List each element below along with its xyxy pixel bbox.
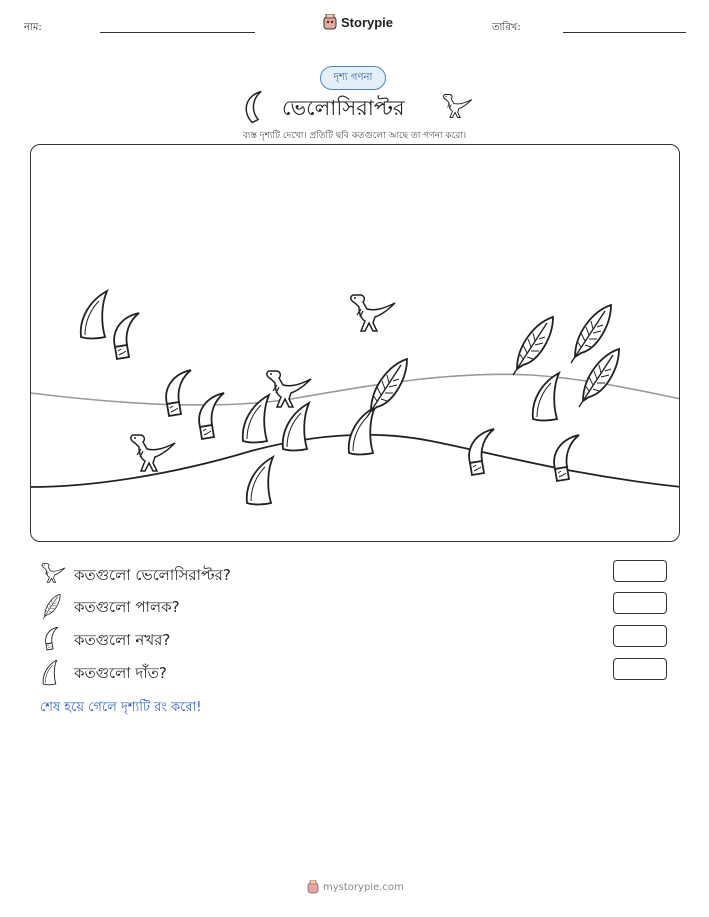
question-text: কতগুলো নখর? [74, 631, 171, 649]
counting-scene [30, 144, 680, 542]
website-url[interactable]: mystorypie.com [323, 881, 404, 893]
claw-icon [40, 627, 62, 651]
feather-icon [579, 349, 619, 407]
answer-box-claw[interactable] [613, 625, 667, 647]
question-text: কতগুলো পালক? [74, 598, 180, 616]
storypie-mascot-icon [307, 880, 319, 894]
answer-box-tooth[interactable] [613, 658, 667, 680]
question-velociraptor [40, 562, 670, 586]
velociraptor-icon [40, 562, 66, 584]
question-text: কতগুলো দাঁত? [74, 664, 167, 682]
velociraptor-icon [131, 435, 175, 471]
feather-icon [40, 594, 64, 620]
claw-icon [240, 90, 266, 124]
question-feather [40, 594, 670, 618]
color-instruction: শেষ হয়ে গেলে দৃশ্যটি রং করো! [40, 700, 202, 715]
claw-icon [469, 429, 494, 475]
brand-logo [323, 14, 393, 30]
tooth-icon [243, 395, 269, 443]
tooth-icon [247, 457, 273, 505]
tooth-icon [40, 660, 60, 686]
claw-icon [166, 370, 191, 416]
activity-badge: দৃশ্য গণনা [320, 66, 386, 90]
name-label: নাম: [24, 22, 42, 33]
claw-icon [199, 393, 224, 439]
answer-box-feather[interactable] [613, 592, 667, 614]
tooth-icon [283, 403, 309, 451]
date-label: তারিখ: [492, 22, 521, 33]
claw-icon [554, 435, 579, 481]
claw-icon [114, 313, 139, 359]
tooth-icon [349, 407, 375, 455]
feather-icon [513, 317, 553, 375]
name-field[interactable] [100, 32, 255, 33]
question-claw [40, 627, 670, 651]
date-field[interactable] [563, 32, 686, 33]
brand-name: Storypie [341, 14, 394, 30]
scene-illustration [31, 145, 680, 542]
velociraptor-icon [441, 92, 473, 120]
storypie-mascot-icon [323, 14, 337, 30]
page-title: ভেলোসিরাপ্টর [282, 96, 405, 120]
question-text: কতগুলো ভেলোসিরাপ্টর? [74, 566, 231, 584]
instructions: ব্যস্ত দৃশ্যটি দেখো। প্রতিটি ছবি কতগুলো আছে তা গণনা করো। [242, 131, 467, 141]
answer-box-velociraptor[interactable] [613, 560, 667, 582]
feather-icon [571, 305, 611, 363]
tooth-icon [81, 291, 107, 339]
tooth-icon [533, 373, 559, 421]
velociraptor-icon [351, 295, 395, 331]
question-tooth [40, 660, 670, 684]
website-footer [307, 880, 404, 894]
feather-icon [367, 359, 407, 417]
